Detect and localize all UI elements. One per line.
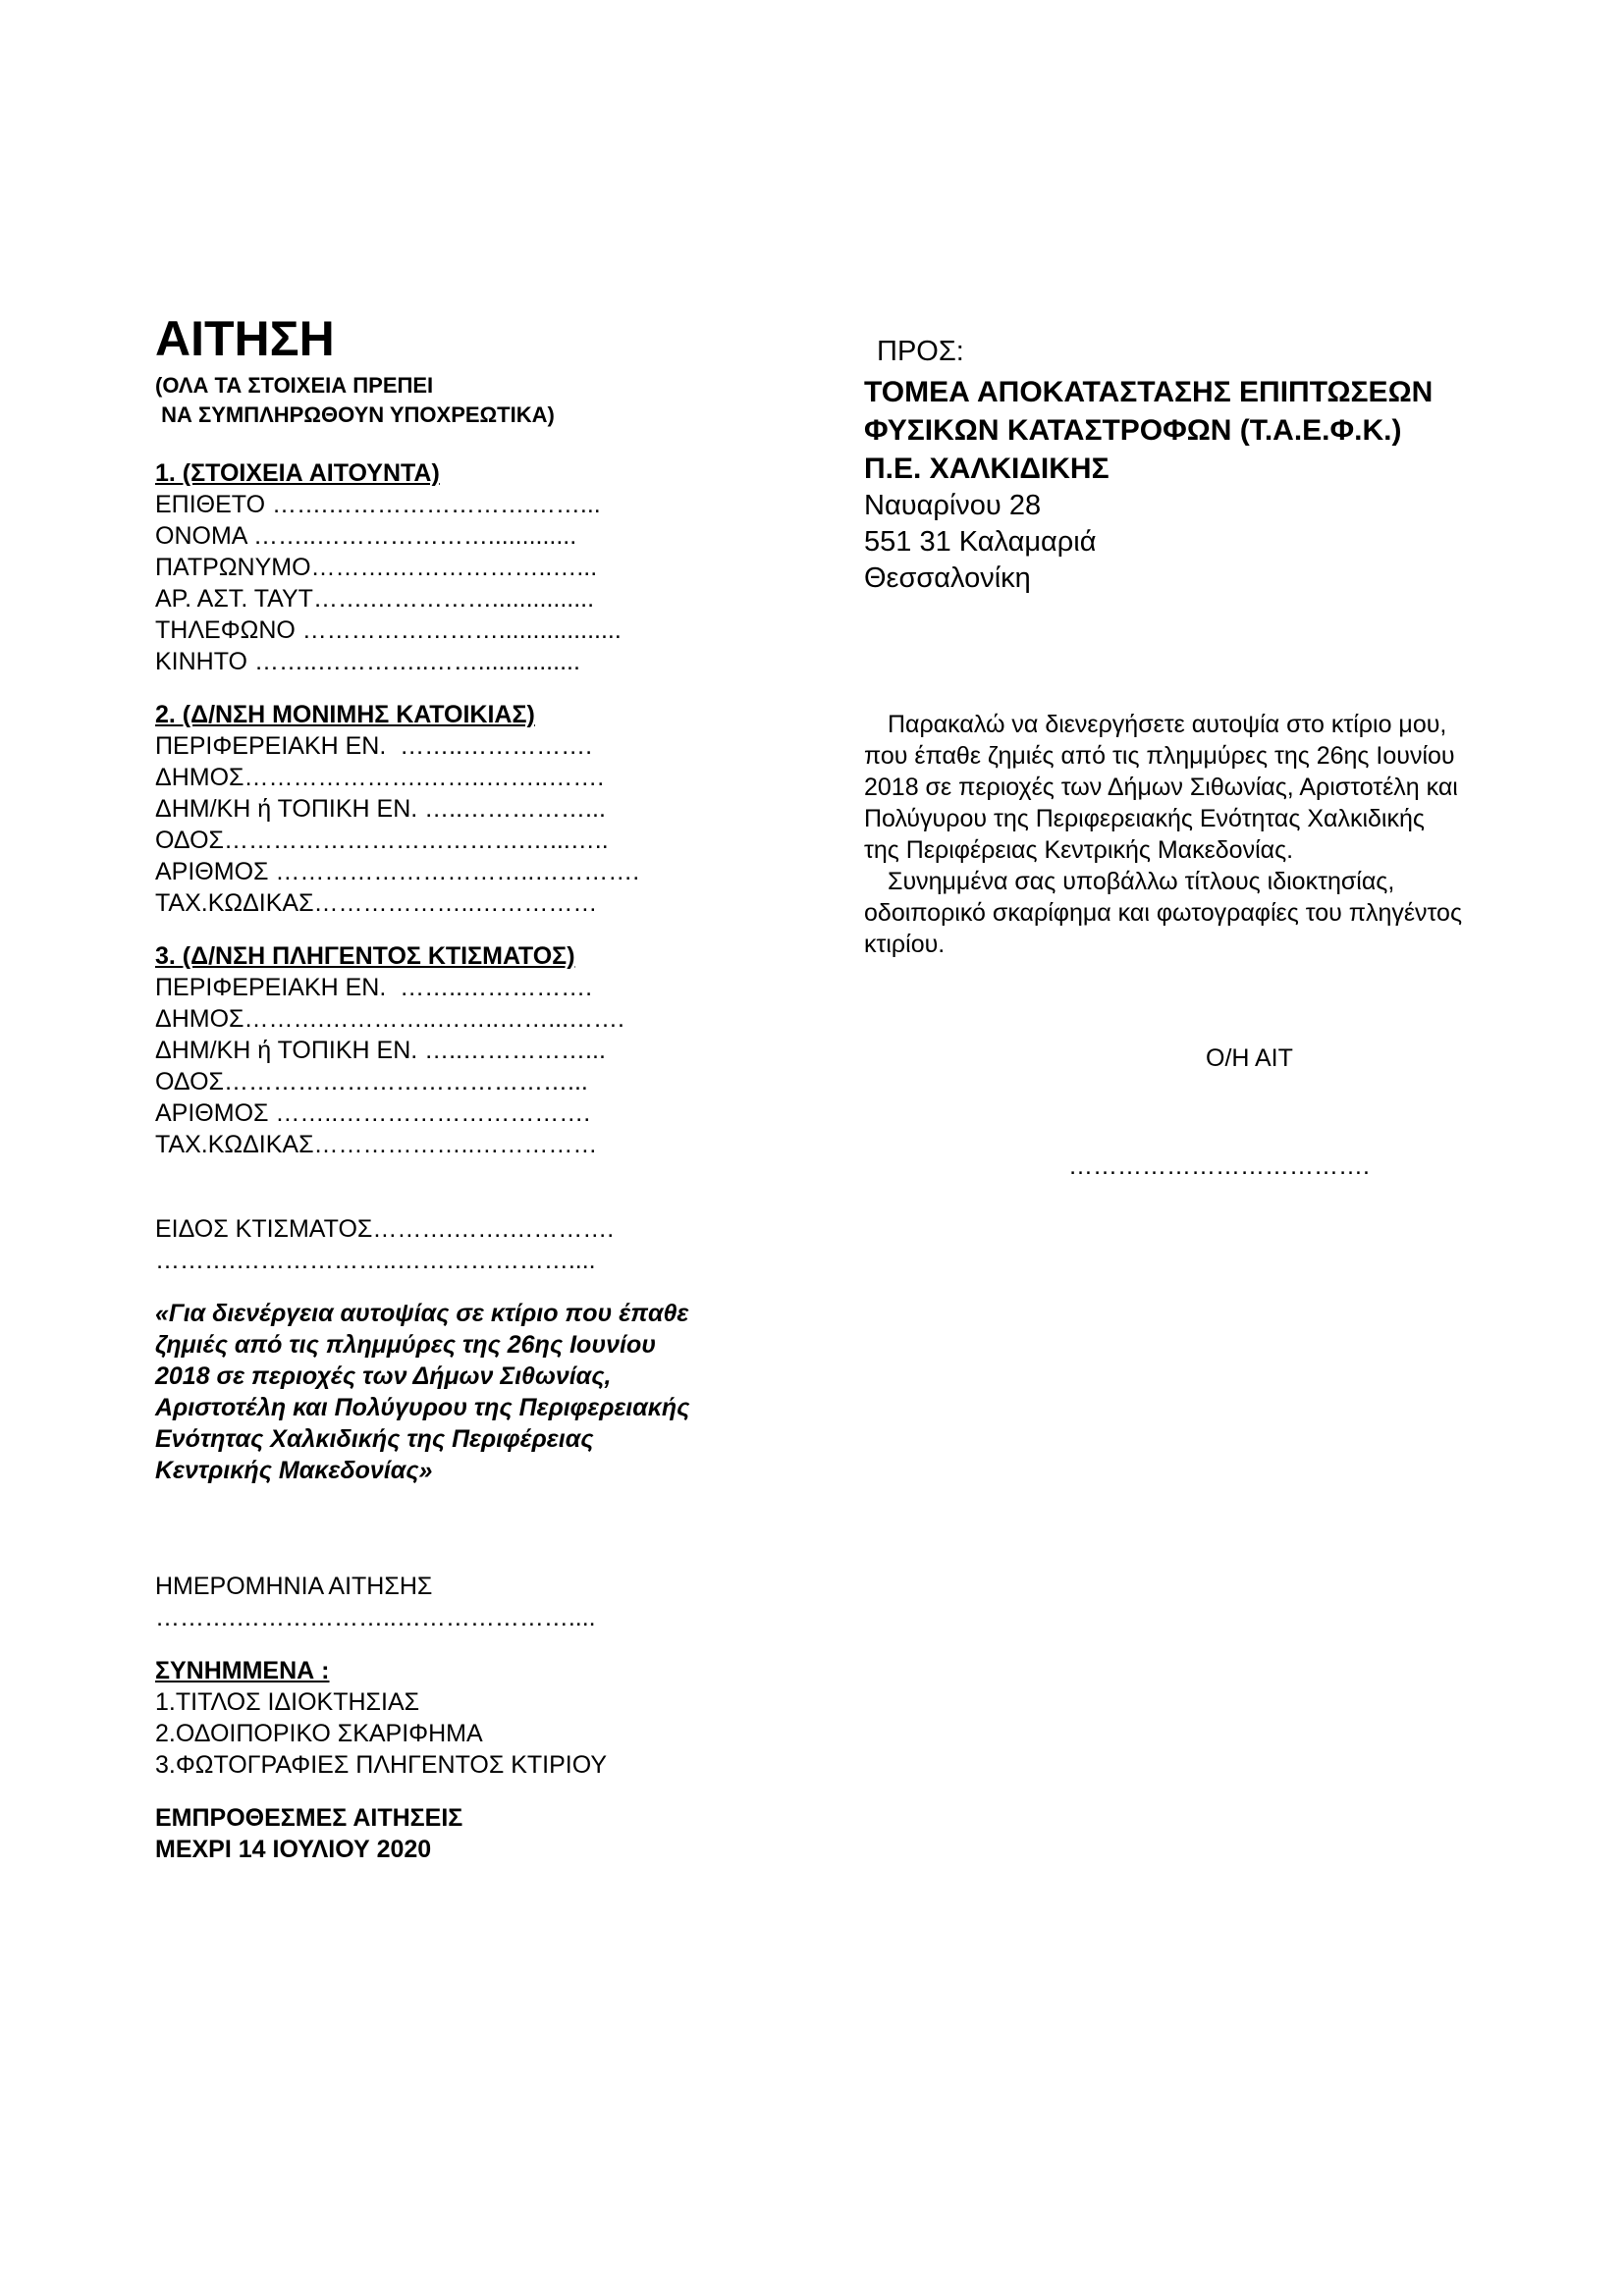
signatory-label: Ο/Η ΑΙΤ [1206, 1044, 1293, 1072]
recipient-address [864, 488, 1551, 597]
paragraph-line: Πολύγυρου της Περιφερειακής Ενότητας Χαλκιδικής [864, 805, 1425, 832]
recipient-name [864, 373, 1551, 488]
address-line: Θεσσαλονίκη [864, 562, 1031, 594]
field-municipality[interactable]: ΔΗΜΟΣ………………….……..……..……. [155, 764, 605, 791]
field-building-type-continuation[interactable]: ……….………………..………………….... [155, 1247, 596, 1274]
field-street-number[interactable]: ΑΡΙΘΜΟΣ …………………………..…………. [155, 858, 640, 885]
attachment-item: 3.ΦΩΤΟΓΡΑΦΙΕΣ ΠΛΗΓΕΝΤΟΣ ΚΤΙΡΙΟΥ [155, 1751, 608, 1779]
attachment-item: 1.ΤΙΤΛΟΣ ΙΔΙΟΚΤΗΣΙΑΣ [155, 1688, 420, 1716]
paragraph-line: 2018 σε περιοχές των Δήμων Σιθωνίας, Αριστοτέλη και [864, 774, 1458, 801]
field-regional-unit[interactable]: ΠΕΡΙΦΕΡΕΙΑΚΗ ΕΝ. ……..……………. [155, 732, 593, 760]
paragraph-line: Συνημμένα σας υποβάλλω τίτλους ιδιοκτησίας, [888, 868, 1395, 895]
section-applicant-details [155, 457, 803, 677]
paragraph-line: Παρακαλώ να διενεργήσετε αυτοψία στο κτίριο μου, [888, 711, 1447, 738]
attachments-section [155, 1655, 803, 1781]
purpose-line: 2018 σε περιοχές των Δήμων Σιθωνίας, [155, 1362, 612, 1390]
mandatory-note-line: ΝΑ ΣΥΜΠΛΗΡΩΘΟΥΝ ΥΠΟΧΡΕΩΤΙΚΑ) [155, 402, 555, 427]
recipient-line: ΤΟΜΕΑ ΑΠΟΚΑΤΑΣΤΑΣΗΣ ΕΠΙΠΤΩΣΕΩΝ [864, 376, 1434, 408]
field-father-name[interactable]: ΠΑΤΡΩΝΥΜΟ……….………………..…... [155, 554, 598, 581]
field-local-community[interactable]: ΔΗΜ/ΚΗ ή ΤΟΠΙΚΗ ΕΝ. …..……………... [155, 1037, 606, 1064]
recipient-column [864, 334, 1551, 1182]
field-application-date[interactable]: ……….………………..………………….... [155, 1604, 596, 1631]
deadline-line: ΜΕΧΡΙ 14 ΙΟΥΛΙΟΥ 2020 [155, 1836, 432, 1863]
field-surname[interactable]: ΕΠΙΘΕΤΟ …….…………………….……... [155, 491, 601, 518]
paragraph-line: οδοιπορικό σκαρίφημα και φωτογραφίες του πληγέντος [864, 899, 1463, 927]
deadline-line: ΕΜΠΡΟΘΕΣΜΕΣ ΑΙΤΗΣΕΙΣ [155, 1804, 463, 1832]
field-postal-code[interactable]: ΤΑΧ.ΚΩΔΙΚΑΣ………………..…………… [155, 889, 598, 917]
purpose-line: Ενότητας Χαλκιδικής της Περιφέρειας [155, 1425, 594, 1453]
recipient-line: Π.Ε. ΧΑΛΚΙΔΙΚΗΣ [864, 453, 1110, 485]
request-paragraph [864, 709, 1551, 960]
recipient-line: ΦΥΣΙΚΩΝ ΚΑΤΑΣΤΡΟΦΩΝ (Τ.Α.Ε.Φ.Κ.) [864, 414, 1402, 447]
section-permanent-address [155, 699, 803, 919]
field-postal-code[interactable]: ΤΑΧ.ΚΩΔΙΚΑΣ………………..…………… [155, 1131, 598, 1158]
field-mobile[interactable]: ΚΙΝΗΤΟ ……..…………..……............... [155, 648, 580, 675]
paragraph-line: της Περιφέρειας Κεντρικής Μακεδονίας. [864, 836, 1294, 864]
purpose-line: Κεντρικής Μακεδονίας» [155, 1457, 433, 1484]
paragraph-line: κτιρίου. [864, 931, 946, 958]
field-building-type[interactable]: ΕΙΔΟΣ ΚΤΙΣΜΑΤΟΣ……….…….…………. [155, 1215, 615, 1243]
signature-line[interactable]: ………………………………. [1068, 1152, 1370, 1180]
mandatory-note [155, 371, 803, 430]
section-heading: 1. (ΣΤΟΙΧΕΙΑ ΑΙΤΟΥΝΤΑ) [155, 459, 440, 487]
field-street[interactable]: ΟΔΟΣ……………………………………... [155, 1068, 588, 1095]
section-damaged-building-address [155, 940, 803, 1160]
purpose-line: «Για διενέργεια αυτοψίας σε κτίριο που έπαθε [155, 1300, 689, 1327]
field-street-number[interactable]: ΑΡΙΘΜΟΣ ……..…………………………. [155, 1099, 591, 1127]
field-municipality[interactable]: ΔΗΜΟΣ……….…………..……..……...……. [155, 1005, 624, 1033]
to-label: ΠΡΟΣ: [877, 336, 964, 367]
attachment-item: 2.ΟΔΟΙΠΟΡΙΚΟ ΣΚΑΡΙΦΗΜΑ [155, 1720, 483, 1747]
mandatory-note-line: (ΟΛΑ ΤΑ ΣΤΟΙΧΕΙΑ ΠΡΕΠΕΙ [155, 373, 434, 398]
application-date-label: ΗΜΕΡΟΜΗΝΙΑ ΑΙΤΗΣΗΣ [155, 1573, 433, 1600]
field-id-number[interactable]: ΑΡ. ΑΣΤ. ΤΑΥΤ…….……………............... [155, 585, 595, 613]
purpose-statement [155, 1298, 803, 1486]
document-title: ΑΙΤΗΣΗ [155, 311, 335, 366]
field-phone[interactable]: ΤΗΛΕΦΩΝΟ …………………….................. [155, 616, 622, 644]
address-line: 551 31 Καλαμαριά [864, 526, 1097, 558]
section-heading: 3. (Δ/ΝΣΗ ΠΛΗΓΕΝΤΟΣ ΚΤΙΣΜΑΤΟΣ) [155, 942, 575, 970]
attachments-heading: ΣΥΝΗΜΜΕΝΑ : [155, 1657, 330, 1684]
purpose-line: ζημιές από τις πλημμύρες της 26ης Ιουνίου [155, 1331, 657, 1359]
application-form-column [155, 312, 803, 1865]
application-date-section [155, 1571, 803, 1633]
field-local-community[interactable]: ΔΗΜ/ΚΗ ή ΤΟΠΙΚΗ ΕΝ. …..……………... [155, 795, 606, 823]
field-street[interactable]: ΟΔΟΣ……………………………….…...….. [155, 827, 609, 854]
building-type-section [155, 1213, 803, 1276]
address-line: Ναυαρίνου 28 [864, 490, 1042, 521]
field-name[interactable]: ΟΝΟΜΑ ……..…………………............. [155, 522, 577, 550]
deadline-note [155, 1802, 803, 1865]
field-regional-unit[interactable]: ΠΕΡΙΦΕΡΕΙΑΚΗ ΕΝ. ……..……………. [155, 974, 593, 1001]
section-heading: 2. (Δ/ΝΣΗ ΜΟΝΙΜΗΣ ΚΑΤΟΙΚΙΑΣ) [155, 701, 535, 728]
purpose-line: Αριστοτέλη και Πολύγυρου της Περιφερειακής [155, 1394, 690, 1421]
paragraph-line: που έπαθε ζημιές από τις πλημμύρες της 26ης Ιουνίου [864, 742, 1455, 770]
